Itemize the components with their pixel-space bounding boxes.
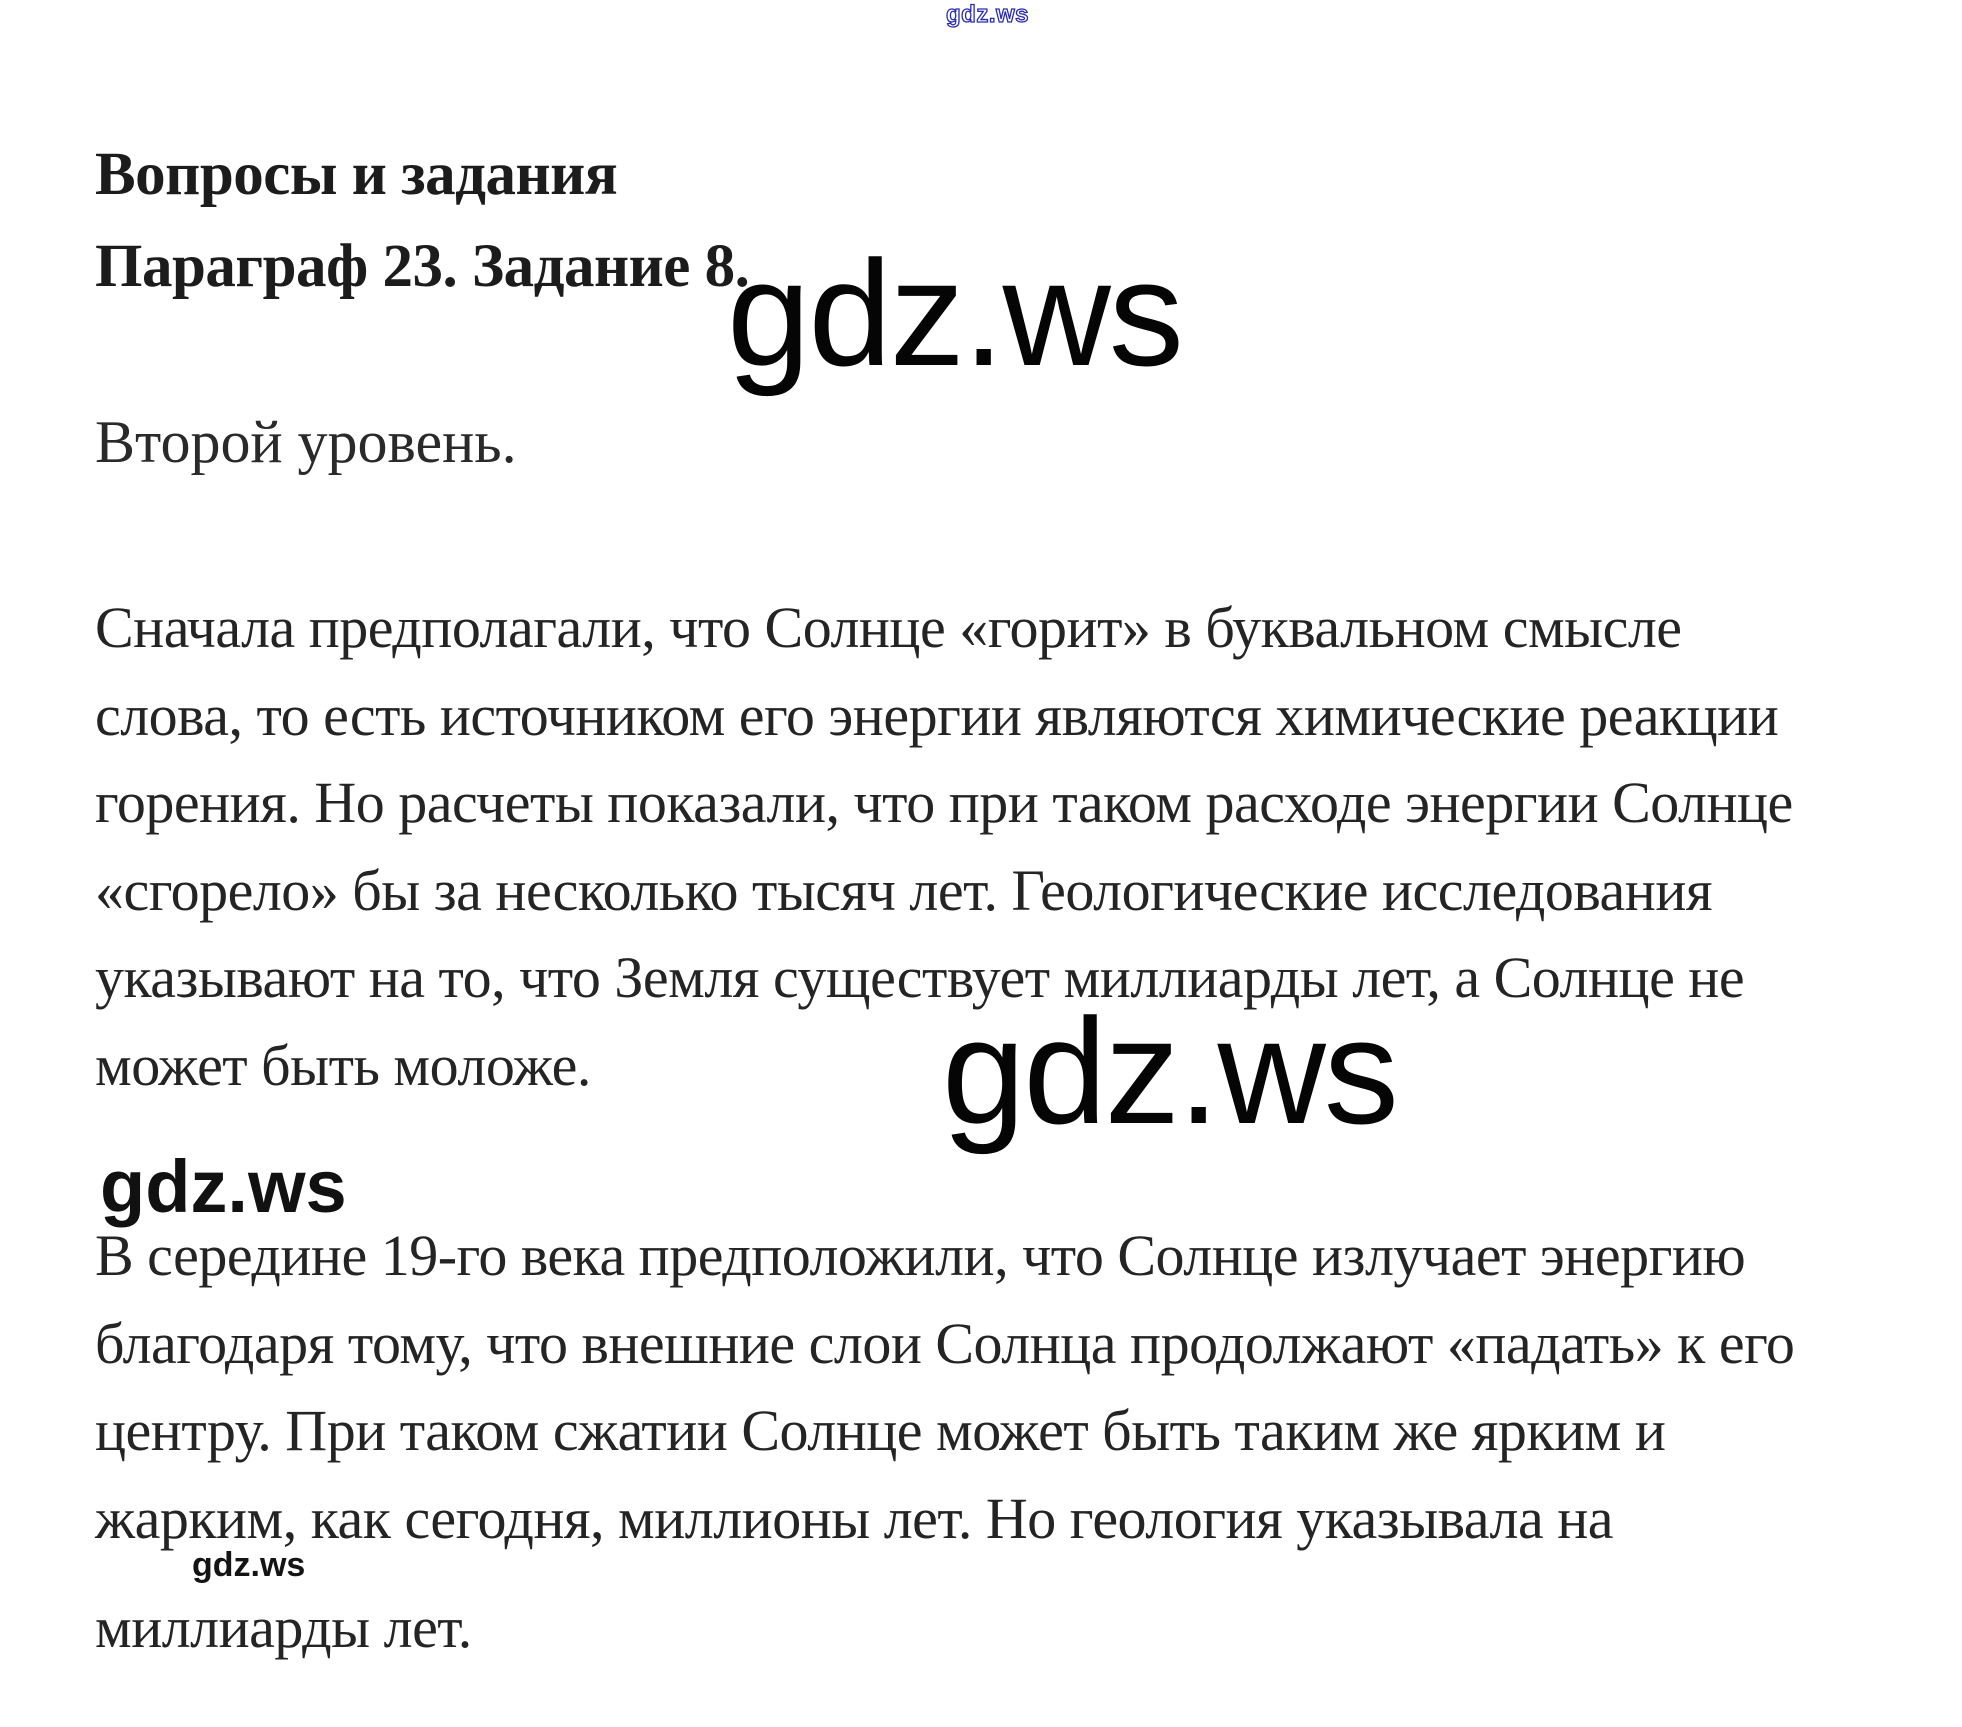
paragraph-1-line: «сгорело» бы за несколько тысяч лет. Геологические исследования	[95, 857, 1713, 923]
paragraph-2-line: миллиарды лет.	[95, 1595, 472, 1660]
paragraph-2-line: центру. При таком сжатии Солнце может быть таким же ярким и	[95, 1398, 1666, 1463]
watermark-bold-left: gdz.ws	[100, 1145, 347, 1228]
paragraph-1-line: слова, то есть источником его энергии являются химические реакции	[95, 682, 1779, 748]
watermark-small-bottom: gdz.ws	[192, 1546, 306, 1584]
paragraph-1-line: Сначала предполагали, что Солнце «горит» в буквальном смысле	[95, 595, 1682, 660]
paragraph-2-line: жарким, как сегодня, миллионы лет. Но геология указывала на	[95, 1485, 1614, 1551]
paragraph-1-line: горения. Но расчеты показали, что при таком расходе энергии Солнце	[95, 770, 1793, 835]
task-heading: Параграф 23. Задание 8.	[95, 233, 750, 300]
watermark-large-2: gdz.ws	[942, 987, 1397, 1155]
level-label: Второй уровень.	[95, 409, 517, 475]
paragraph-2	[95, 1212, 1794, 1562]
watermark-top-blue: gdz.ws	[946, 1, 1030, 28]
paragraph-2-line: благодаря тому, что внешние слои Солнца продолжают «падать» к его	[95, 1310, 1795, 1376]
section-heading: Вопросы и задания	[95, 141, 618, 208]
watermark-large-1: gdz.ws	[727, 229, 1182, 397]
paragraph-1-line: указывают на то, что Земля существует миллиарды лет, а Солнце не	[95, 945, 1745, 1010]
paragraph-1-line: может быть моложе.	[95, 1032, 591, 1098]
paragraph-2-last-line	[95, 1584, 472, 1672]
paragraph-2-line: В середине 19-го века предположили, что Солнце излучает энергию	[95, 1223, 1746, 1288]
